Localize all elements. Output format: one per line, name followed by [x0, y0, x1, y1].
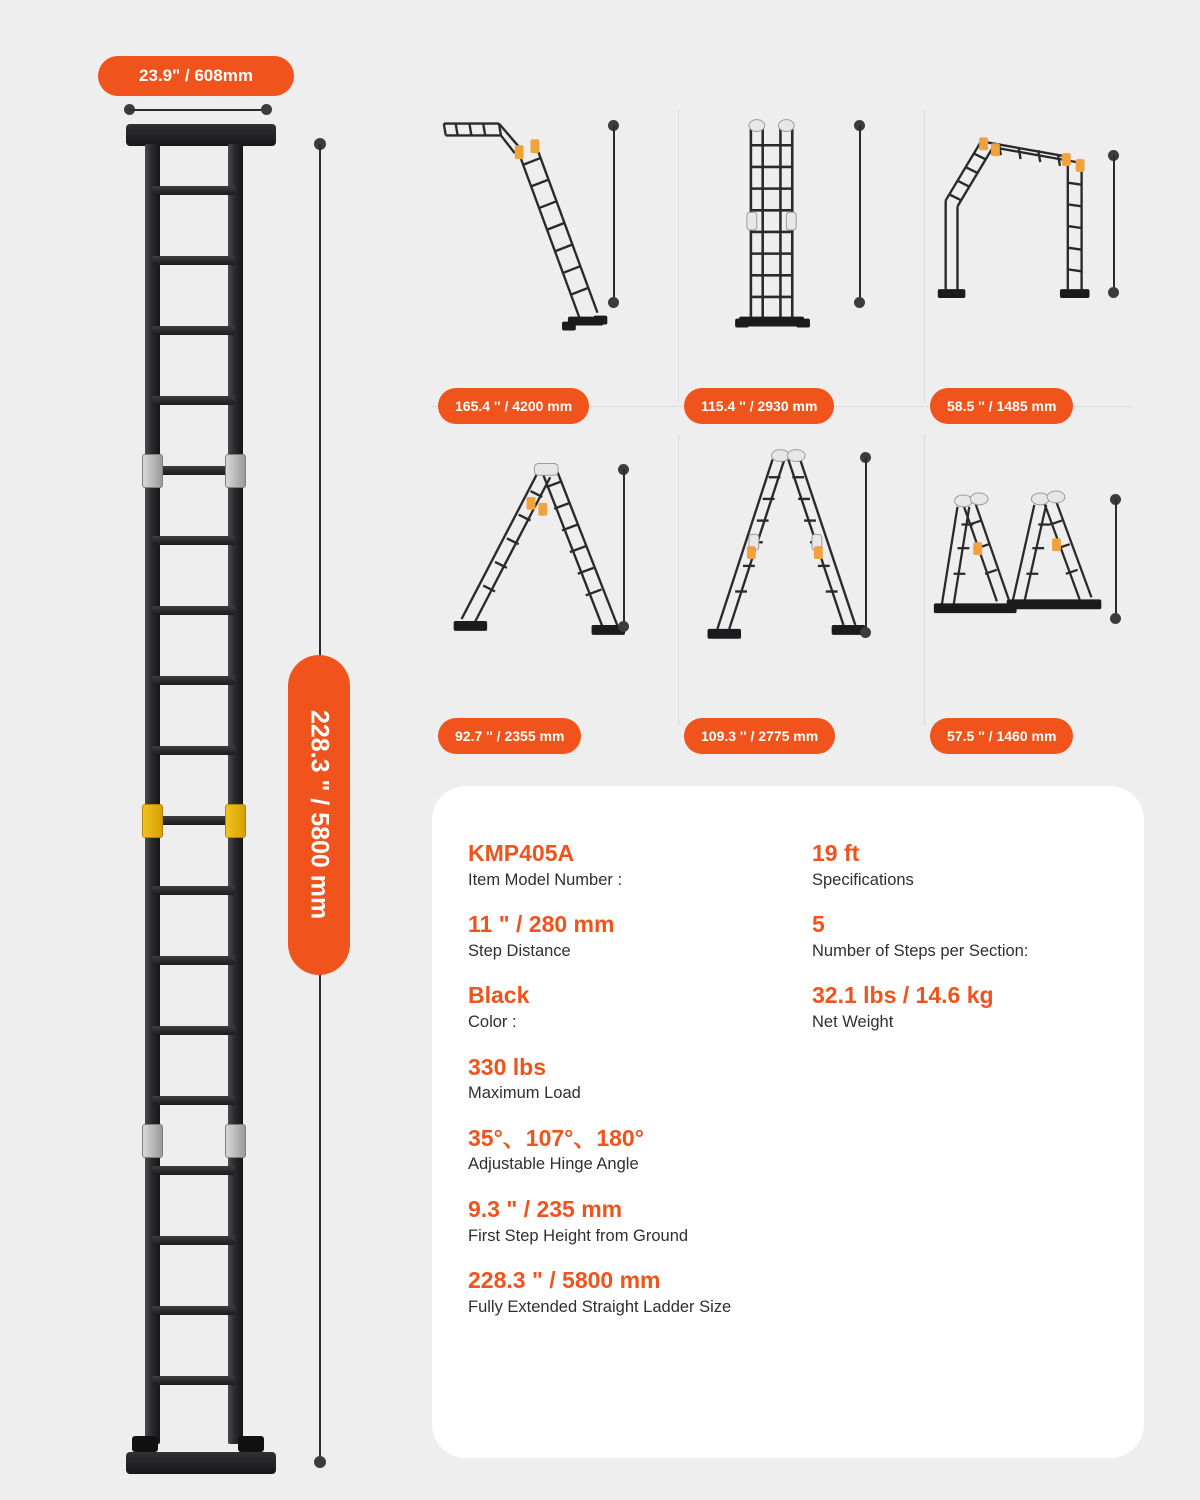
spec-item-steps-per-section: [812, 911, 1144, 961]
straight-ladder-illustration: [118, 124, 278, 1474]
ladder-rung: [152, 816, 235, 825]
spec-value-steps-per-section: 5: [812, 911, 825, 938]
cell-dimension-marker: [860, 452, 871, 638]
cell-dimension-marker: [854, 120, 865, 308]
badge-config-a-frame-ladder: 109.3 '' / 2775 mm: [684, 718, 835, 754]
spec-value-net-weight: 32.1 lbs / 14.6 kg: [812, 982, 994, 1009]
hinge-lock: [225, 454, 246, 488]
ladder-rung: [152, 956, 235, 965]
spec-column-left: [432, 840, 776, 1339]
dimension-dot-right: [261, 104, 272, 115]
badge-config-twin-step-ladder: 115.4 '' / 2930 mm: [684, 388, 834, 424]
ladder-rung: [152, 1236, 235, 1245]
figure-stair-ladder: [432, 434, 629, 684]
ladder-rung: [152, 1166, 235, 1175]
hinge-lock: [225, 1124, 246, 1158]
ladder-rung: [152, 326, 235, 335]
cell-dimension-marker: [1108, 150, 1119, 298]
spec-label-steps-per-section: Number of Steps per Section:: [812, 941, 1029, 960]
ladder-rung: [152, 886, 235, 895]
spec-value-maximum-load: 330 lbs: [468, 1053, 546, 1080]
config-cell-scaffold-position: [924, 104, 1161, 424]
spec-label-maximum-load: Maximum Load: [468, 1084, 581, 1103]
spec-item-maximum-load: [468, 1054, 776, 1104]
ladder-rail-left: [145, 144, 160, 1444]
spec-label-step-distance: Step Distance: [468, 941, 571, 960]
figure-twin-step-ladder: [678, 104, 875, 354]
spec-label-item-model-number: Item Model Number :: [468, 870, 623, 889]
hinge-lock-yellow: [142, 804, 163, 838]
badge-config-extension-ladder: 165.4 '' / 4200 mm: [438, 388, 589, 424]
spec-item-adjustable-hinge-angle: [468, 1125, 776, 1175]
cell-dimension-marker: [618, 464, 629, 632]
spec-label-first-step-height: First Step Height from Ground: [468, 1226, 689, 1245]
cell-dimension-marker: [608, 120, 619, 308]
ladder-rung: [152, 1096, 235, 1105]
ladder-rung: [152, 466, 235, 475]
badge-config-scaffold-position: 58.5 '' / 1485 mm: [930, 388, 1073, 424]
ladder-rung: [152, 1026, 235, 1035]
ladder-rail-right: [228, 144, 243, 1444]
dimension-dot-bottom: [314, 1456, 326, 1468]
spec-value-color: Black: [468, 982, 530, 1009]
dimension-line: [129, 109, 267, 111]
ladder-rung: [152, 1306, 235, 1315]
horizontal-dimension-line: [124, 104, 272, 116]
ladder-top-cap: [126, 124, 276, 146]
spec-item-item-model-number: [468, 840, 776, 890]
figure-extension-ladder: [432, 104, 629, 354]
config-cell-extension-ladder: [432, 104, 669, 424]
config-cell-a-frame-ladder: [678, 434, 915, 754]
spec-item-fully-extended-size: [468, 1267, 776, 1317]
ladder-foot-left: [132, 1436, 158, 1452]
spec-value-fully-extended-size: 228.3 " / 5800 mm: [468, 1267, 661, 1294]
ladder-rung: [152, 536, 235, 545]
badge-ladder-width: 23.9" / 608mm: [98, 56, 294, 96]
spec-label-net-weight: Net Weight: [812, 1013, 894, 1032]
spec-label-specifications: Specifications: [812, 870, 914, 889]
ladder-rung: [152, 606, 235, 615]
ladder-bottom-cap: [126, 1452, 276, 1474]
spec-item-step-distance: [468, 911, 776, 961]
spec-item-net-weight: [812, 982, 1144, 1032]
spec-label-color: Color :: [468, 1013, 517, 1032]
config-cell-folded-position: [924, 434, 1161, 754]
badge-config-stair-ladder: 92.7 '' / 2355 mm: [438, 718, 581, 754]
hinge-lock: [142, 1124, 163, 1158]
hinge-lock: [142, 454, 163, 488]
spec-value-step-distance: 11 " / 280 mm: [468, 911, 615, 938]
specification-card: [432, 786, 1144, 1458]
left-dimension-panel: [0, 0, 420, 1500]
figure-a-frame-ladder: [678, 434, 875, 684]
ladder-rung: [152, 256, 235, 265]
spec-label-fully-extended-size: Fully Extended Straight Ladder Size: [468, 1297, 732, 1316]
spec-label-adjustable-hinge-angle: Adjustable Hinge Angle: [468, 1155, 639, 1174]
config-cell-twin-step-ladder: [678, 104, 915, 424]
spec-value-item-model-number: KMP405A: [468, 840, 575, 866]
badge-ladder-height: 228.3 " / 5800 mm: [288, 655, 350, 975]
spec-item-specifications: [812, 840, 1144, 890]
spec-item-first-step-height: [468, 1196, 776, 1246]
ladder-rung: [152, 186, 235, 195]
figure-scaffold-position: [924, 104, 1121, 354]
ladder-rung: [152, 676, 235, 685]
ladder-foot-right: [238, 1436, 264, 1452]
configuration-grid: [432, 104, 1144, 754]
figure-folded-position: [924, 434, 1121, 684]
spec-value-specifications: 19 ft: [812, 840, 860, 866]
spec-value-first-step-height: 9.3 " / 235 mm: [468, 1196, 623, 1223]
hinge-lock-yellow: [225, 804, 246, 838]
ladder-rung: [152, 396, 235, 405]
spec-value-adjustable-hinge-angle: 35°、107°、180°: [468, 1124, 644, 1151]
badge-config-folded-position: 57.5 '' / 1460 mm: [930, 718, 1073, 754]
spec-item-color: [468, 982, 776, 1032]
spec-column-right: [776, 840, 1144, 1339]
config-cell-stair-ladder: [432, 434, 669, 754]
ladder-rung: [152, 746, 235, 755]
ladder-rung: [152, 1376, 235, 1385]
cell-dimension-marker: [1110, 494, 1121, 624]
